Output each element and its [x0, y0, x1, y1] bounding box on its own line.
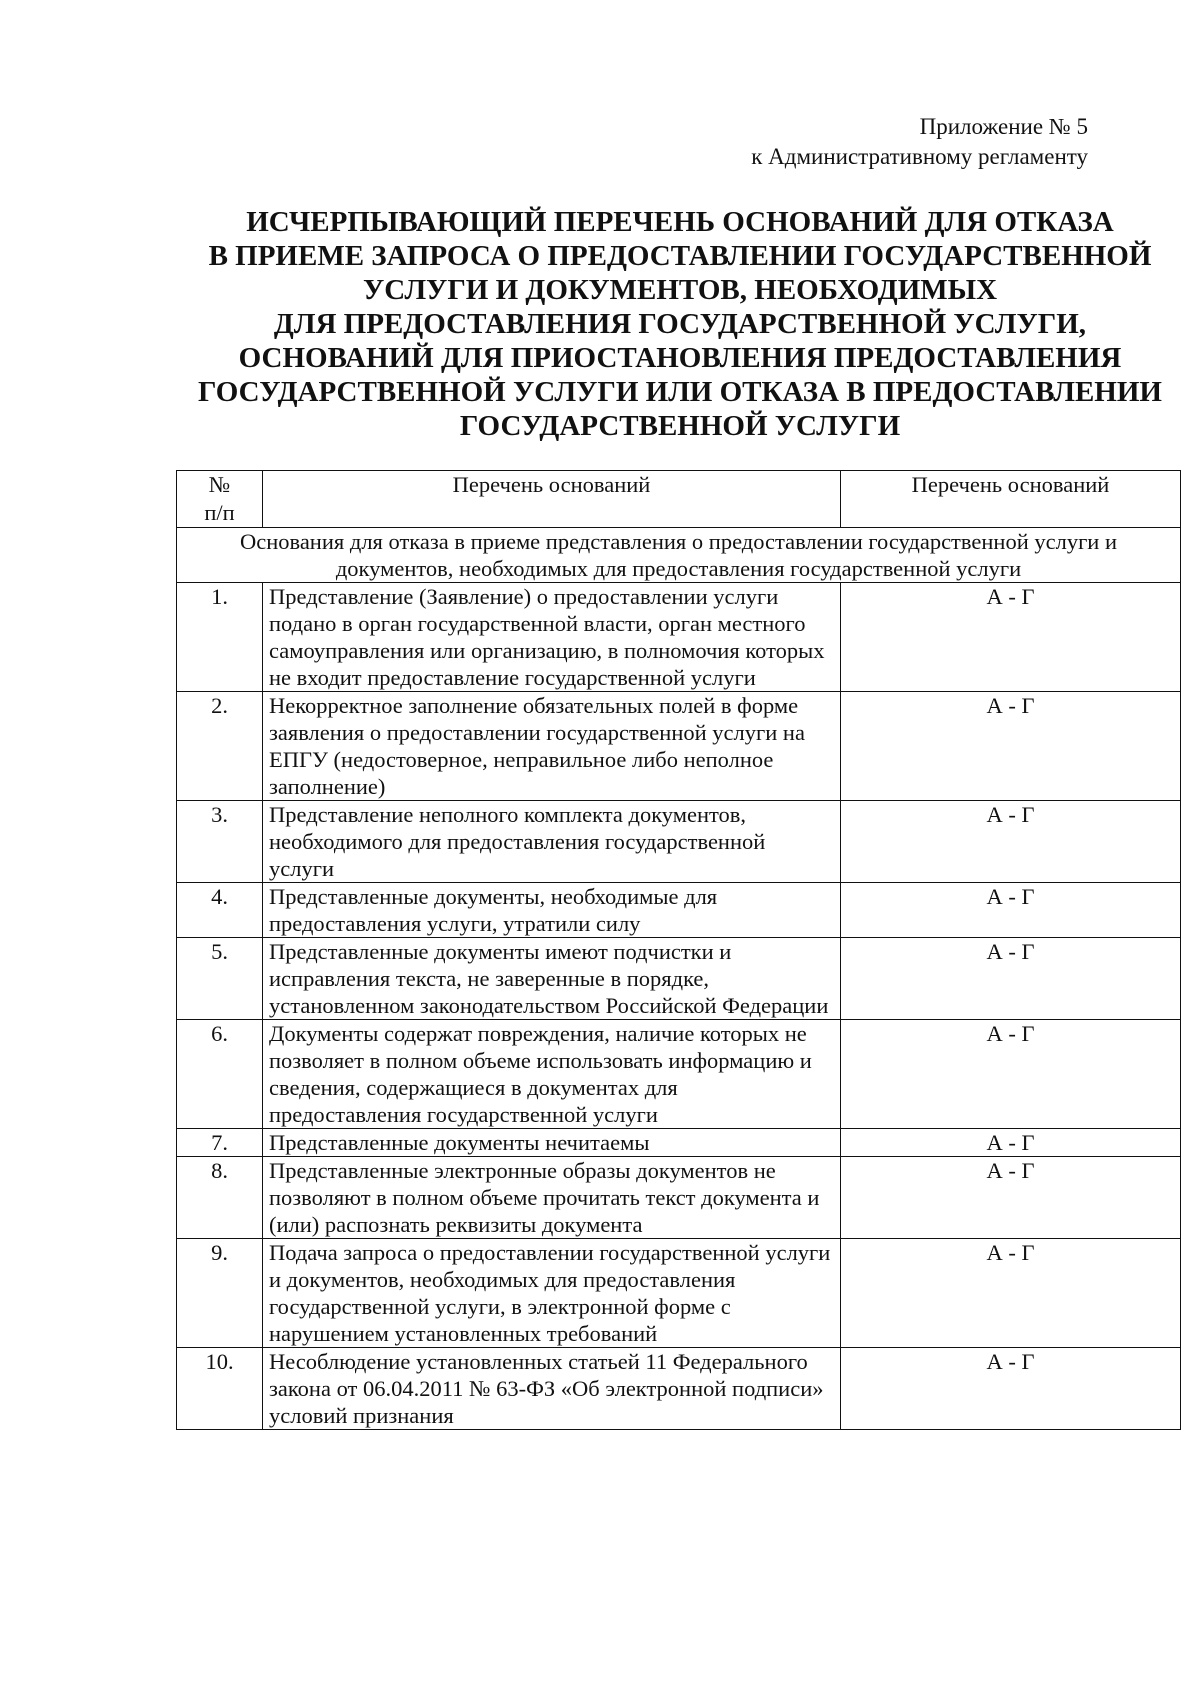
table-row — [177, 883, 1181, 938]
section-row — [177, 528, 1181, 583]
header-grounds-codes: Перечень оснований — [841, 471, 1181, 528]
table-row — [177, 1020, 1181, 1129]
annex-regulation-ref: к Административному регламенту — [751, 144, 1088, 169]
title-line: ГОСУДАРСТВЕННОЙ УСЛУГИ — [459, 410, 901, 442]
row-number: 6. — [177, 1020, 263, 1129]
table-row — [177, 1157, 1181, 1239]
row-code: А - Г — [841, 1348, 1181, 1430]
row-code: А - Г — [841, 692, 1181, 801]
row-number: 7. — [177, 1129, 263, 1157]
annex-reference — [568, 112, 1088, 172]
grounds-table — [176, 470, 1181, 1430]
row-code: А - Г — [841, 583, 1181, 692]
row-code: А - Г — [841, 883, 1181, 938]
header-number — [177, 471, 263, 528]
row-number: 2. — [177, 692, 263, 801]
row-number: 10. — [177, 1348, 263, 1430]
row-ground-text: Некорректное заполнение обязательных полей в форме заявления о предоставлении государственной услуги на ЕПГУ (недостоверное, неправильное либо неполное заполнение) — [263, 692, 841, 801]
section-title: Основания для отказа в приеме представления о предоставлении государственной услуги и документов, необходимых для предоставления государственной услуги — [177, 528, 1181, 583]
table-row — [177, 1129, 1181, 1157]
title-line: ИСЧЕРПЫВАЮЩИЙ ПЕРЕЧЕНЬ ОСНОВАНИЙ ДЛЯ ОТКАЗА — [246, 206, 1114, 238]
table-row — [177, 938, 1181, 1020]
row-number: 8. — [177, 1157, 263, 1239]
row-ground-text: Подача запроса о предоставлении государственной услуги и документов, необходимых для предоставления государственной услуги, в электронной форме с нарушением установленных требований — [263, 1239, 841, 1348]
title-line: ОСНОВАНИЙ ДЛЯ ПРИОСТАНОВЛЕНИЯ ПРЕДОСТАВЛЕНИЯ — [238, 342, 1122, 374]
row-code: А - Г — [841, 1157, 1181, 1239]
row-code: А - Г — [841, 1129, 1181, 1157]
header-number-abbr: п/п — [204, 500, 235, 525]
header-grounds: Перечень оснований — [263, 471, 841, 528]
row-number: 4. — [177, 883, 263, 938]
row-number: 1. — [177, 583, 263, 692]
row-number: 9. — [177, 1239, 263, 1348]
row-ground-text: Представление неполного комплекта документов, необходимого для предоставления государственной услуги — [263, 801, 841, 883]
table-row — [177, 1348, 1181, 1430]
title-line: В ПРИЕМЕ ЗАПРОСА О ПРЕДОСТАВЛЕНИИ ГОСУДАРСТВЕННОЙ — [208, 240, 1152, 272]
row-ground-text: Представленные документы нечитаемы — [263, 1129, 841, 1157]
row-code: А - Г — [841, 801, 1181, 883]
annex-number: Приложение № 5 — [919, 114, 1088, 139]
row-ground-text: Представленные документы, необходимые для предоставления услуги, утратили силу — [263, 883, 841, 938]
table-row — [177, 801, 1181, 883]
row-ground-text: Документы содержат повреждения, наличие которых не позволяет в полном объеме использовать информацию и сведения, содержащиеся в документах для предоставления государственной услуги — [263, 1020, 841, 1129]
header-number-symbol: № — [208, 472, 231, 497]
document-title — [150, 205, 1200, 443]
title-line: ДЛЯ ПРЕДОСТАВЛЕНИЯ ГОСУДАРСТВЕННОЙ УСЛУГИ, — [273, 308, 1087, 340]
row-code: А - Г — [841, 1020, 1181, 1129]
table-row — [177, 692, 1181, 801]
row-ground-text: Представленные документы имеют подчистки и исправления текста, не заверенные в порядке, установленном законодательством Российской Федерации — [263, 938, 841, 1020]
table-row — [177, 583, 1181, 692]
row-number: 5. — [177, 938, 263, 1020]
row-number: 3. — [177, 801, 263, 883]
title-line: ГОСУДАРСТВЕННОЙ УСЛУГИ ИЛИ ОТКАЗА В ПРЕДОСТАВЛЕНИИ — [198, 376, 1162, 408]
row-code: А - Г — [841, 1239, 1181, 1348]
row-ground-text: Несоблюдение установленных статьей 11 Федерального закона от 06.04.2011 № 63-ФЗ «Об электронной подписи» условий признания — [263, 1348, 841, 1430]
title-line: УСЛУГИ И ДОКУМЕНТОВ, НЕОБХОДИМЫХ — [362, 274, 998, 306]
row-code: А - Г — [841, 938, 1181, 1020]
row-ground-text: Представление (Заявление) о предоставлении услуги подано в орган государственной власти, орган местного самоуправления или организацию, в полномочия которых не входит предоставление государственной услуги — [263, 583, 841, 692]
row-ground-text: Представленные электронные образы документов не позволяют в полном объеме прочитать текст документа и (или) распознать реквизиты документа — [263, 1157, 841, 1239]
table-header-row — [177, 471, 1181, 528]
table-row — [177, 1239, 1181, 1348]
